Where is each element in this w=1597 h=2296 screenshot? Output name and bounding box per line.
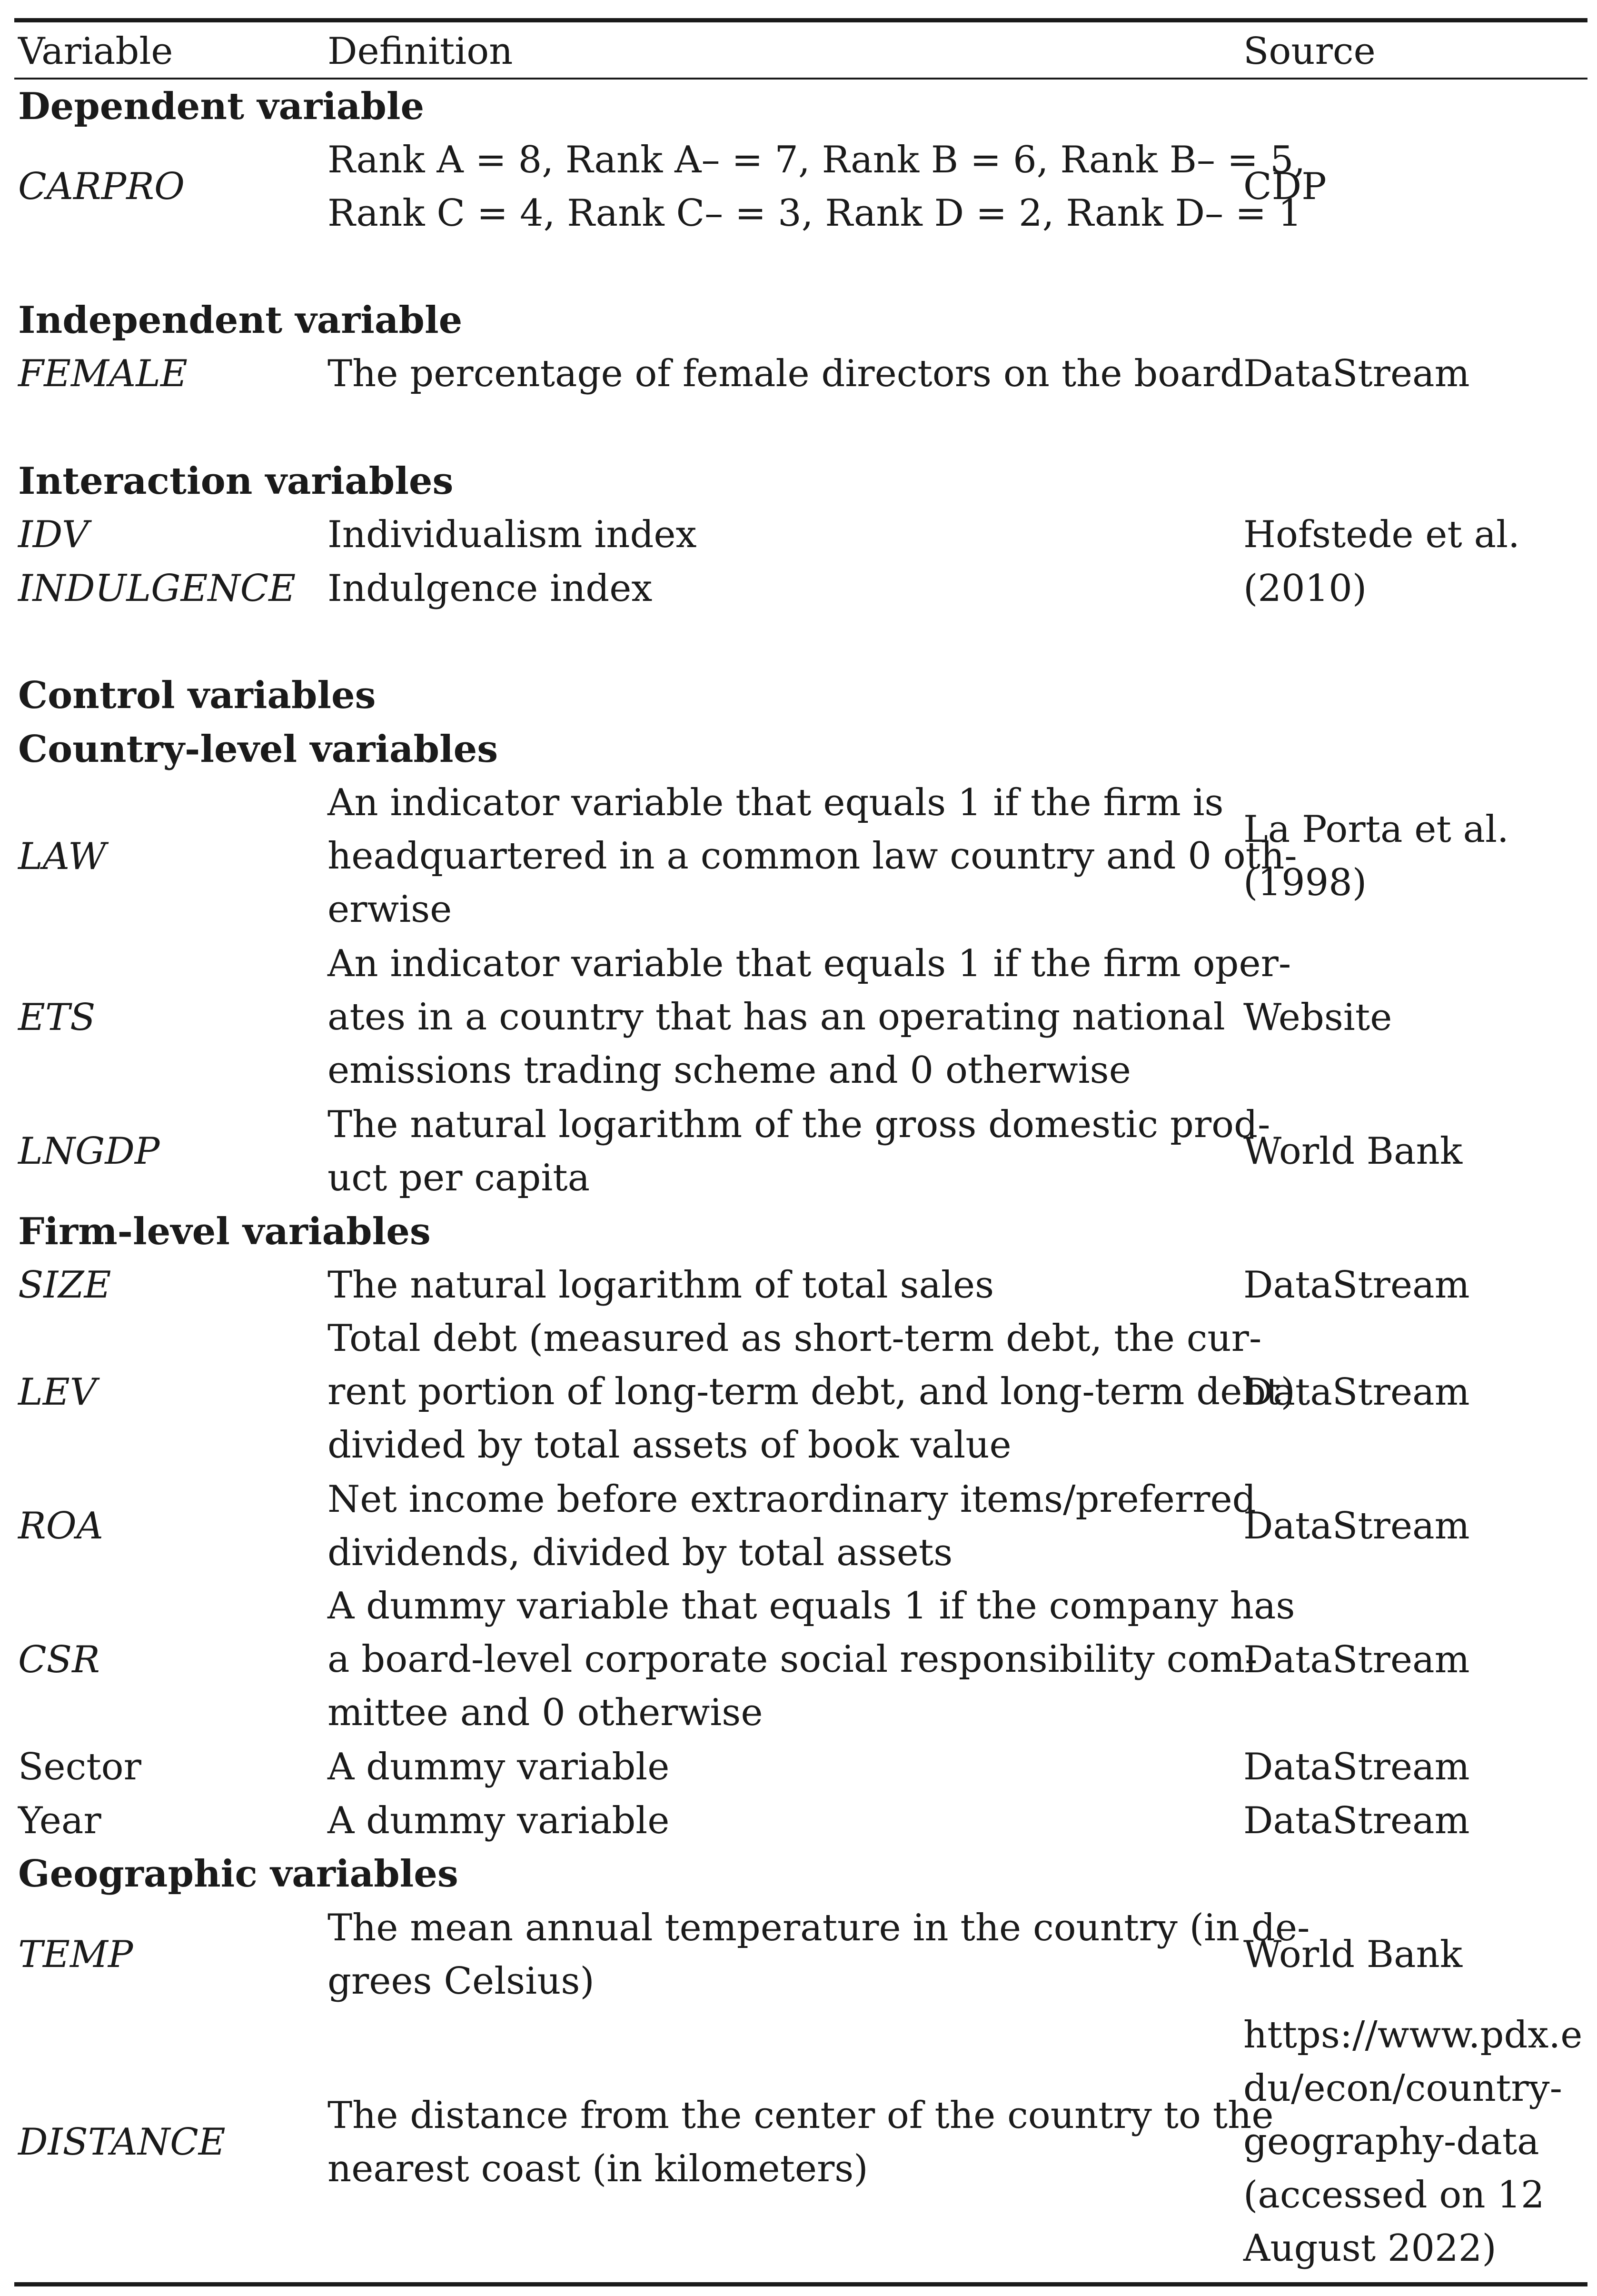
definition-line-carpro: Rank A = 8, Rank A– = 7, Rank B = 6, Rank B– = 5, [327,139,1306,181]
column-header-source: Source [1243,30,1376,73]
definition-line-lngdp: uct per capita [327,1157,590,1199]
definition-line-law: erwise [327,888,452,931]
variable-name-female: FEMALE [18,352,188,395]
section-heading-control: Control variables [18,674,376,717]
definition-line-csr: mittee and 0 otherwise [327,1691,763,1734]
source-line-distance: du/econ/country- [1243,2067,1562,2110]
section-heading-geographic: Geographic variables [18,1852,458,1896]
source-line-lev: DataStream [1243,1371,1470,1414]
definition-line-roa: Net income before extraordinary items/preferred [327,1478,1256,1521]
header-rule [14,78,1587,80]
bottom-rule [14,2282,1587,2286]
definition-line-lev: rent portion of long-term debt, and long-term debt) [327,1370,1296,1413]
variable-name-temp: TEMP [18,1933,133,1976]
source-line-idv: Hofstede et al. [1243,513,1520,556]
definition-line-lev: Total debt (measured as short-term debt, the cur- [327,1317,1262,1360]
definition-line-law: An indicator variable that equals 1 if the firm is [327,781,1224,824]
source-line-size: DataStream [1243,1264,1470,1307]
definition-line-female: The percentage of female directors on the board [327,352,1244,395]
definition-line-ets: ates in a country that has an operating national [327,996,1225,1038]
source-line-carpro: CDP [1243,165,1327,208]
column-header-variable: Variable [18,30,173,73]
variable-name-indulgence: INDULGENCE [18,567,296,610]
source-line-law: La Porta et al. [1243,808,1509,851]
definition-line-temp: The mean annual temperature in the country (in de- [327,1907,1310,1949]
variable-name-law: LAW [18,835,107,878]
variable-name-sector: Sector [18,1746,141,1788]
definition-line-roa: dividends, divided by total assets [327,1531,953,1574]
definition-line-distance: The distance from the center of the country to the [327,2094,1274,2137]
definition-line-ets: emissions trading scheme and 0 otherwise [327,1049,1131,1092]
source-line-year: DataStream [1243,1799,1470,1842]
section-heading-dependent: Dependent variable [18,85,425,128]
definition-line-indulgence: Indulgence index [327,567,653,610]
section-heading-country-level: Country-level variables [18,728,498,771]
source-line-law: (1998) [1243,861,1367,904]
definition-line-size: The natural logarithm of total sales [327,1264,994,1307]
column-header-definition: Definition [327,30,513,73]
source-line-roa: DataStream [1243,1505,1470,1547]
definition-line-law: headquartered in a common law country and 0 oth- [327,835,1297,878]
variable-name-lev: LEV [18,1371,97,1414]
definition-line-csr: A dummy variable that equals 1 if the company has [327,1585,1295,1627]
source-line-female: DataStream [1243,352,1470,395]
definition-line-temp: grees Celsius) [327,1960,595,2003]
source-line-distance: geography-data [1243,2120,1539,2163]
source-line-indulgence: (2010) [1243,567,1367,610]
variable-name-distance: DISTANCE [18,2121,226,2164]
variable-name-lngdp: LNGDP [18,1130,160,1173]
source-line-sector: DataStream [1243,1746,1470,1788]
definition-line-lev: divided by total assets of book value [327,1424,1012,1467]
top-rule [14,18,1587,22]
source-line-ets: Website [1243,996,1392,1039]
source-line-distance: August 2022) [1243,2227,1497,2270]
definition-line-csr: a board-level corporate social responsibility com- [327,1638,1258,1681]
variable-name-roa: ROA [18,1505,104,1547]
section-heading-firm-level: Firm-level variables [18,1210,431,1253]
definition-line-idv: Individualism index [327,513,697,556]
definition-line-carpro: Rank C = 4, Rank C– = 3, Rank D = 2, Rank D– = 1 [327,192,1302,235]
variable-name-size: SIZE [18,1264,111,1307]
definition-line-lngdp: The natural logarithm of the gross domestic prod- [327,1103,1270,1146]
source-line-distance: (accessed on 12 [1243,2174,1545,2216]
definition-line-ets: An indicator variable that equals 1 if the firm oper- [327,942,1291,985]
source-line-distance: https://www.pdx.e [1243,2014,1583,2056]
variable-name-idv: IDV [18,513,89,556]
definition-line-sector: A dummy variable [327,1746,670,1788]
source-line-csr: DataStream [1243,1638,1470,1681]
variable-name-carpro: CARPRO [18,165,185,208]
variable-name-year: Year [18,1799,101,1842]
definition-line-distance: nearest coast (in kilometers) [327,2147,868,2190]
variable-name-csr: CSR [18,1638,100,1681]
variable-name-ets: ETS [18,996,96,1039]
source-line-lngdp: World Bank [1243,1130,1463,1173]
definition-line-year: A dummy variable [327,1799,670,1842]
section-heading-interaction: Interaction variables [18,459,454,503]
section-heading-independent: Independent variable [18,299,463,342]
source-line-temp: World Bank [1243,1933,1463,1976]
